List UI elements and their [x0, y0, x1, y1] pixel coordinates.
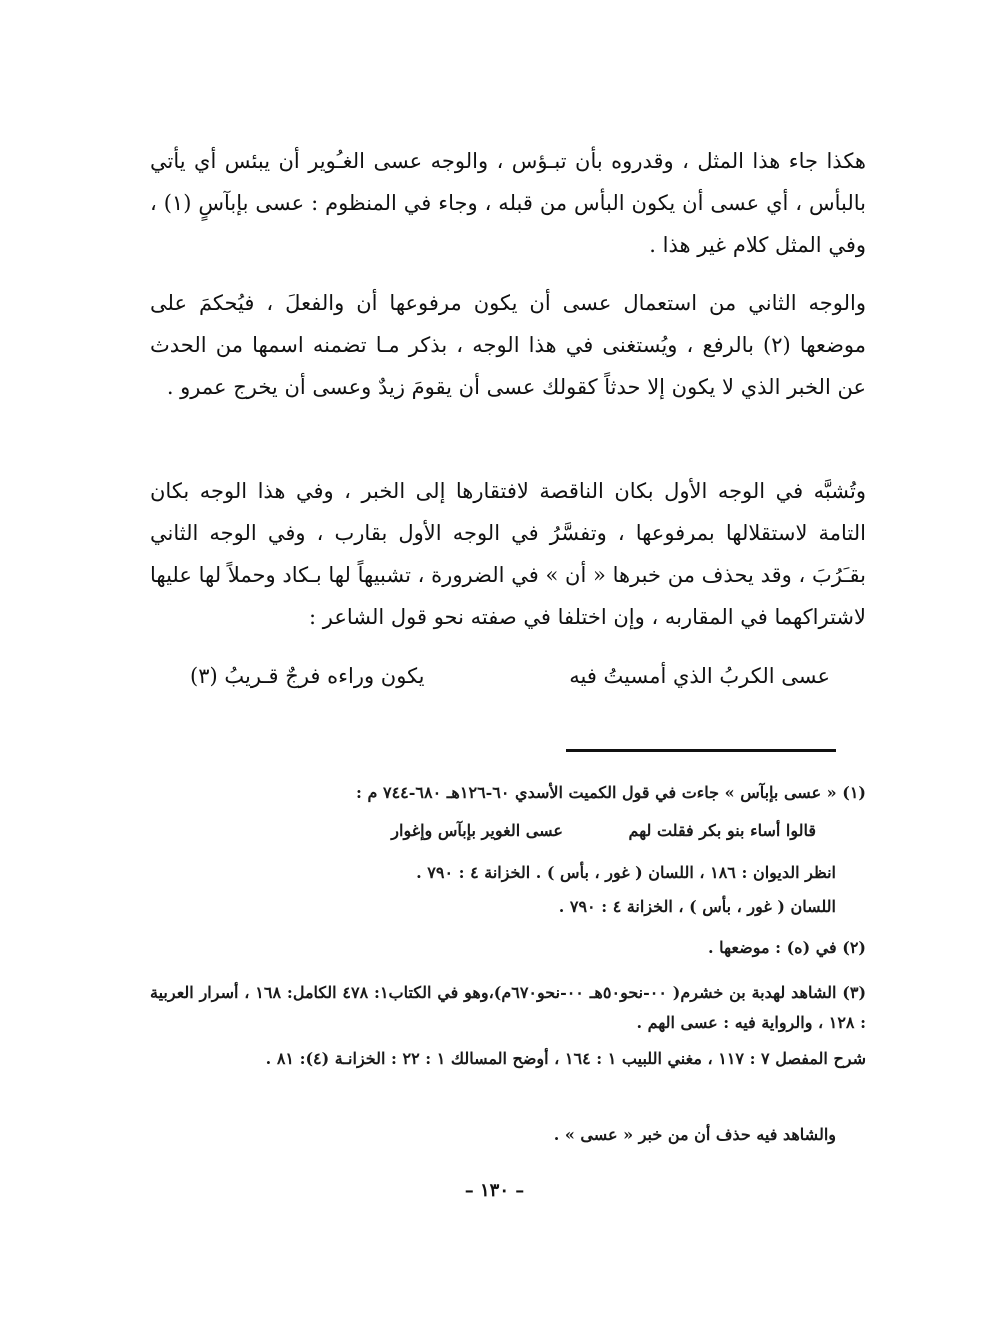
paragraph-2-text: والوجه الثاني من استعمال عسى أن يكون مرفوعها أن والفعلَ ، فيُحكمَ على موضعها (٢) بالرفع ، ويُستغنى في هذا الوجه ، بذكر مـا تضمنه اسمها من الحدث عن الخبر الذي لا يكون إلا حدثاً كقولك عسى أن يقومَ زيدٌ وعسى أن يخرج عمرو . [150, 291, 866, 399]
footnote-1-reference-b: اللسان ( غور ، بأس ) ، الخزانة ٤ : ٧٩٠ . [558, 897, 836, 916]
footnote-1-reference-a: انظر الديوان : ١٨٦ ، اللسان ( غور ، بأس ) . الخزانة ٤ : ٧٩٠ . [416, 863, 836, 882]
poetry-verse [190, 656, 830, 696]
paragraph-2 [150, 282, 866, 408]
footnote-1-verse-first: قالوا أساء بنو بكر فقلت لهم [628, 821, 816, 840]
page-number: – ١٣٠ – [464, 1180, 525, 1201]
footnote-separator [566, 749, 836, 752]
verse-second-hemistich: يكون وراءه فرجٌ قـريبُ (٣) [190, 664, 425, 688]
footnote-3-c: والشاهد فيه حذف أن من خبر « عسى » . [553, 1125, 836, 1144]
paragraph-3-text: وتُشبَّه في الوجه الأول بكان الناقصة لافتقارها إلى الخبر ، وفي هذا الوجه بكان التامة لاستقلالها بمرفوعها ، وتفسَّرُ في الوجه الأول بقارب ، وفي الوجه الثاني بقـَرُبَ ، وقد يحذف من خبرها « أن » في الضرورة ، تشبيهاً لها بـكاد وحملاً لها عليها لاشتراكهما في المقاربه ، وإن اختلفا في صفته نحو قول الشاعر : [150, 479, 866, 629]
paragraph-1-text: هكذا جاء هذا المثل ، وقدروه بأن تبـؤس ، والوجه عسى الغـُوير أن يبئس أي يأتي بالبأس ، أي عسى أن يكون البأس من قبله ، وجاء في المنظوم : عسى بإبآسٍ (١) ، وفي المثل كلام غير هذا . [150, 149, 866, 257]
paragraph-3 [150, 470, 866, 638]
footnote-1-verse [216, 816, 816, 846]
verse-first-hemistich: عسى الكربُ الذي أمسيتُ فيه [569, 664, 830, 688]
footnote-2: (٢) في (ه) : موضعها . [708, 938, 866, 957]
footnote-1-verse-second: عسى الغوير بإبآس وإغوار [391, 821, 563, 840]
footnote-3-b: شرح المفصل ٧ : ١١٧ ، مغني اللبيب ١ : ١٦٤ ، أوضح المسالك ١ : ٢٢ : الخزانـة (٤): ٨١ . [265, 1049, 866, 1068]
footnote-3-a: (٣) الشاهد لهدبة بن خشرم( ٠٠-نحو٥٠هـ ٠٠-نحو٦٧٠م)،وهو في الكتاب١: ٤٧٨ الكامل: ١٦٨ ، أسرار العربية : ١٢٨ ، والرواية فيه : عسى الهم . [150, 983, 867, 1032]
paragraph-1 [150, 140, 866, 266]
footnote-1-intro: (١) « عسى بإبآس » جاءت في قول الكميت الأسدي ٦٠-١٢٦هـ ٦٨٠-٧٤٤ م : [356, 783, 866, 802]
